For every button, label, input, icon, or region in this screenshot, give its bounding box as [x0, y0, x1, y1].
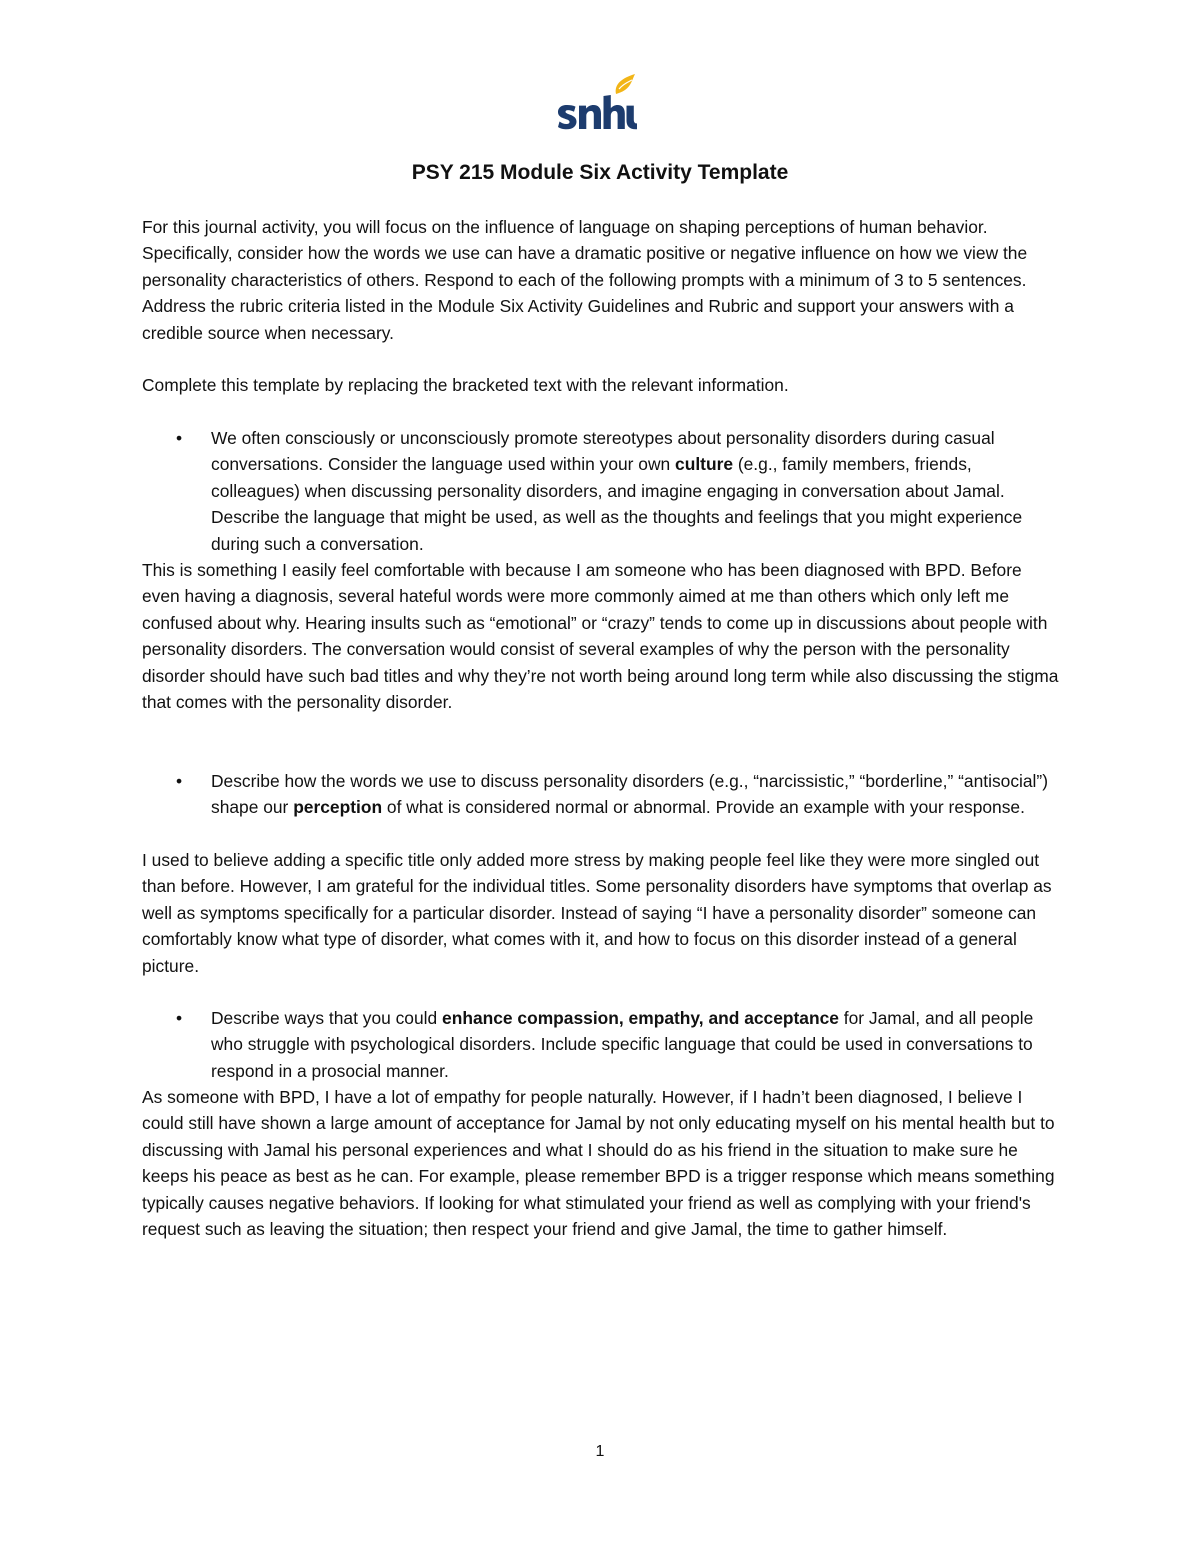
- prompt-3-bullet: [142, 1005, 1062, 1084]
- prompt-3-emphasis: enhance compassion, empathy, and acceptance: [442, 1008, 839, 1028]
- prompt-2-text: Describe how the words we use to discuss personality disorders (e.g., “narcissistic,” “borderline,” “antisocial”) shape our perception of what is considered normal or abnormal. Provide an example with your response.: [211, 771, 1048, 818]
- instruction-paragraph: Complete this template by replacing the bracketed text with the relevant information.: [142, 375, 789, 395]
- prompt-1-bullet: [142, 425, 1062, 557]
- page-number: 1: [595, 1443, 605, 1460]
- answer-2-paragraph: I used to believe adding a specific title only added more stress by making people feel like they were more singled out than before. However, I am grateful for the individual titles. Some personality disorders have symptoms that overlap as well as symptoms specifically for a particular disorder. Instead of saying “I have a personality disorder” someone can comfortably know what type of disorder, what comes with it, and how to focus on this disorder instead of a general picture.: [142, 850, 1052, 976]
- bullet-icon: •: [175, 1008, 183, 1028]
- prompt-2-bullet: [142, 768, 1062, 821]
- prompt-1-text: We often consciously or unconsciously promote stereotypes about personality disorders during casual conversations. Consider the language used within your own culture (e.g., family members, friends, colleagues) when discussing personality disorders, and imagine engaging in conversation about Jamal. Describe the language that might be used, as well as the thoughts and feelings that you might experience during such a conversation.: [211, 428, 1023, 554]
- answer-1-paragraph: This is something I easily feel comfortable with because I am someone who has been diagnosed with BPD. Before even having a diagnosis, several hateful words were more commonly aimed at me than others which only left me confused about why. Hearing insults such as “emotional” or “crazy” tends to come up in discussions about people with personality disorders. The conversation would consist of several examples of why the person with the personality disorder should have such bad titles and why they’re not worth being around long term while also discussing the stigma that comes with the personality disorder.: [142, 560, 1059, 713]
- bullet-icon: •: [175, 428, 183, 448]
- prompt-2-emphasis: perception: [293, 797, 383, 818]
- snhu-logo: [556, 72, 638, 134]
- bullet-icon: •: [175, 771, 183, 791]
- document-title: PSY 215 Module Six Activity Template: [411, 161, 789, 184]
- prompt-1-emphasis: culture: [675, 454, 734, 475]
- intro-paragraph: For this journal activity, you will focus on the influence of language on shaping perceptions of human behavior. Specifically, consider how the words we use can have a dramatic positive or negative influence on how we view the personality characteristics of others. Respond to each of the following prompts with a minimum of 3 to 5 sentences. Address the rubric criteria listed in the Module Six Activity Guidelines and Rubric and support your answers with a credible source when necessary.: [142, 217, 1028, 343]
- prompt-3-text: Describe ways that you could enhance compassion, empathy, and acceptance for Jamal, and all people who struggle with psychological disorders. Include specific language that could be used in conversations to respond in a prosocial manner.: [211, 1008, 1034, 1081]
- answer-3-paragraph: As someone with BPD, I have a lot of empathy for people naturally. However, if I hadn’t been diagnosed, I believe I could still have shown a large amount of acceptance for Jamal by not only educating myself on his mental health but to discussing with Jamal his personal experiences and what I should do as his friend in the situation to make sure he keeps his peace as best as he can. For example, please remember BPD is a trigger response which means something typically causes negative behaviors. If looking for what stimulated your friend as well as complying with your friend's request such as leaving the situation; then respect your friend and give Jamal, the time to gather himself.: [142, 1087, 1055, 1240]
